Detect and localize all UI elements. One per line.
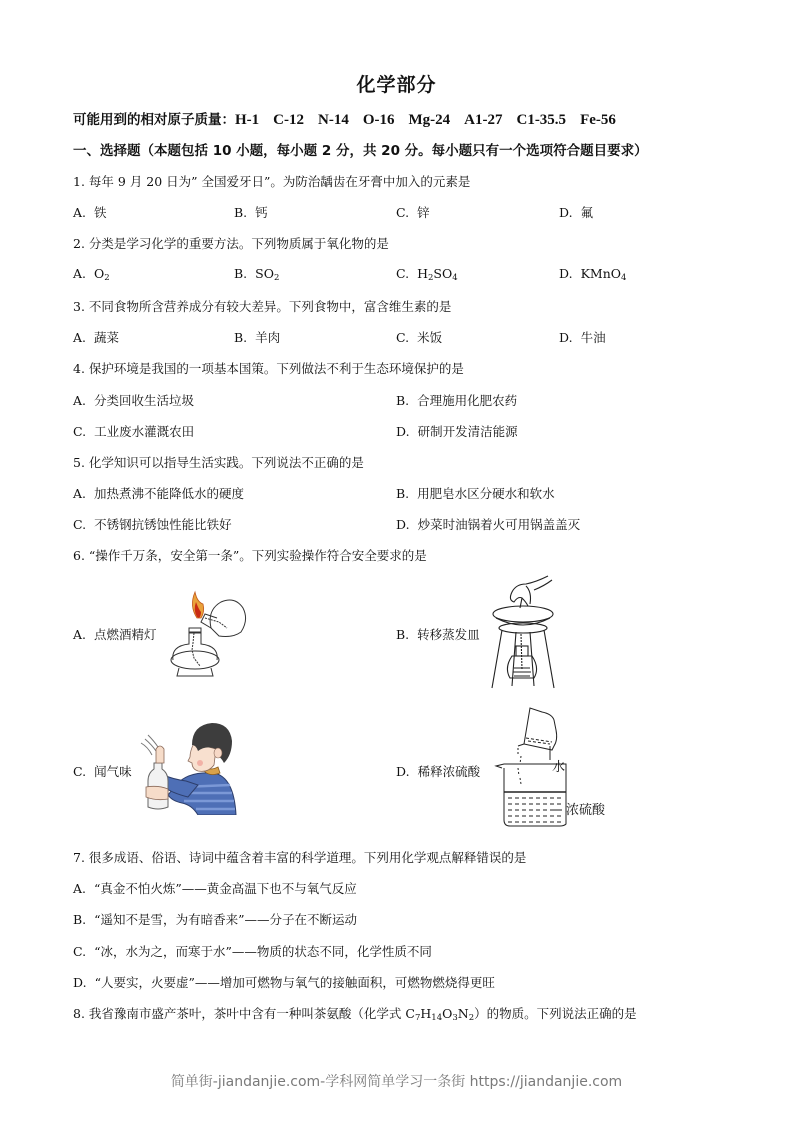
- question-3-option-d[interactable]: [559, 328, 606, 346]
- question-4-option-b[interactable]: [396, 391, 517, 409]
- question-number: 7.: [73, 850, 85, 865]
- option-label: B.: [73, 912, 87, 927]
- question-2-option-c[interactable]: [396, 266, 458, 283]
- option-text: 钙: [255, 205, 268, 220]
- option-label: C.: [396, 266, 410, 281]
- option-label: A.: [73, 393, 87, 408]
- option-label: D.: [73, 975, 87, 990]
- question-1-stem: [73, 172, 470, 190]
- option-text: 蔬菜: [94, 330, 120, 345]
- question-2-option-d[interactable]: [559, 266, 626, 283]
- option-label: C.: [73, 517, 87, 532]
- formula-subscript: 14: [431, 1013, 443, 1023]
- question-1-option-b[interactable]: [234, 203, 268, 221]
- water-label: 水: [552, 760, 566, 775]
- option-text: 用肥皂水区分硬水和软水: [417, 486, 555, 501]
- question-6-option-a[interactable]: [73, 625, 157, 643]
- option-label: C.: [73, 424, 87, 439]
- atomic-mass-item: Mg-24: [408, 112, 451, 128]
- alcohol-lamp-lighting-figure: [163, 588, 253, 683]
- formula-subscript: 3: [452, 1013, 458, 1023]
- formula-text: H: [420, 1006, 432, 1021]
- option-label: C.: [73, 944, 87, 959]
- question-number: 8.: [73, 1006, 85, 1021]
- question-text: 每年 9 月 20 日为” 全国爱牙日”。为防治龋齿在牙膏中加入的元素是: [88, 174, 471, 189]
- question-1-option-a[interactable]: [73, 203, 107, 221]
- atomic-mass-item: A1-27: [464, 112, 503, 128]
- option-text: 羊肉: [255, 330, 281, 345]
- question-4-stem: [73, 359, 464, 377]
- option-label: A.: [73, 486, 87, 501]
- option-label: D.: [559, 266, 573, 281]
- option-text: 研制开发清洁能源: [417, 424, 518, 439]
- question-5-stem: [73, 453, 364, 471]
- option-text: “人要实，火要虚”——增加可燃物与氧气的接触面积，可燃物燃烧得更旺: [94, 975, 495, 990]
- option-label: B.: [234, 205, 248, 220]
- question-3-option-a[interactable]: [73, 328, 119, 346]
- question-2-stem: [73, 234, 389, 252]
- concentrated-sulfuric-acid-label: 浓硫酸: [566, 803, 606, 818]
- atomic-mass-item: C1-35.5: [516, 112, 567, 128]
- formula-text: SO: [255, 266, 274, 281]
- option-text: 分类回收生活垃圾: [94, 393, 195, 408]
- option-text: 合理施用化肥农药: [417, 393, 518, 408]
- question-text: “操作千万条，安全第一条”。下列实验操作符合安全要求的是: [88, 548, 427, 563]
- question-number: 1.: [73, 174, 85, 189]
- option-label: D.: [559, 330, 573, 345]
- question-7-option-b[interactable]: [73, 910, 357, 928]
- formula-subscript: 4: [452, 273, 458, 283]
- option-label: C.: [73, 764, 87, 779]
- option-label: C.: [396, 330, 410, 345]
- question-7-stem: [73, 848, 526, 866]
- option-text: 点燃酒精灯: [94, 627, 157, 642]
- question-6-stem: [73, 546, 427, 564]
- question-text: 化学知识可以指导生活实践。下列说法不正确的是: [88, 455, 364, 470]
- option-label: B.: [396, 627, 410, 642]
- evaporating-dish-transfer-figure: [486, 574, 561, 692]
- question-3-stem: [73, 297, 451, 315]
- atomic-mass-item: N-14: [318, 112, 349, 128]
- question-6-option-c[interactable]: [73, 762, 132, 780]
- question-7-option-d[interactable]: [73, 973, 495, 991]
- option-text: 稀释浓硫酸: [417, 764, 481, 779]
- option-label: D.: [396, 517, 410, 532]
- question-4-option-d[interactable]: [396, 422, 518, 440]
- option-label: B.: [396, 393, 410, 408]
- option-label: B.: [396, 486, 410, 501]
- option-text: 米饭: [417, 330, 443, 345]
- question-number: 2.: [73, 236, 85, 251]
- option-label: B.: [234, 330, 248, 345]
- question-1-option-c[interactable]: [396, 203, 430, 221]
- atomic-mass-item: O-16: [362, 112, 395, 128]
- formula-subscript: 2: [428, 273, 434, 283]
- formula-subscript: 2: [273, 273, 280, 283]
- question-7-option-c[interactable]: [73, 942, 432, 960]
- question-number: 3.: [73, 299, 85, 314]
- atomic-masses-label: 可能用到的相对原子质量：: [73, 112, 235, 128]
- atomic-masses-line: [73, 108, 616, 129]
- atomic-mass-item: H-1: [235, 112, 260, 128]
- option-label: A.: [73, 881, 87, 896]
- question-text: 分类是学习化学的重要方法。下列物质属于氧化物的是: [88, 236, 389, 251]
- option-label: A.: [73, 266, 87, 281]
- question-4-option-c[interactable]: [73, 422, 194, 440]
- question-2-option-b[interactable]: [234, 266, 279, 283]
- question-3-option-c[interactable]: [396, 328, 442, 346]
- question-5-option-c[interactable]: [73, 515, 232, 533]
- formula-text: O: [94, 266, 105, 281]
- question-number: 5.: [73, 455, 85, 470]
- smelling-gas-figure: [138, 715, 238, 815]
- question-3-option-b[interactable]: [234, 328, 280, 346]
- question-text: 很多成语、俗语、诗词中蕴含着丰富的科学道理。下列用化学观点解释错误的是: [88, 850, 527, 865]
- option-text: 铁: [94, 205, 107, 220]
- option-text: “真金不怕火炼”——黄金高温下也不与氧气反应: [94, 881, 357, 896]
- option-text: “冰，水为之，而寒于水”——物质的状态不同，化学性质不同: [94, 944, 432, 959]
- question-text: 我省豫南市盛产茶叶，茶叶中含有一种叫茶氨酸（化学式 C: [88, 1006, 415, 1021]
- option-label: C.: [396, 205, 410, 220]
- option-text: 氟: [580, 205, 594, 220]
- option-text: 加热煮沸不能降低水的硬度: [94, 486, 245, 501]
- formula-text: H: [417, 266, 428, 281]
- atomic-mass-item: C-12: [273, 112, 304, 128]
- option-label: D.: [396, 424, 410, 439]
- question-number: 6.: [73, 548, 85, 563]
- option-label: D.: [559, 205, 573, 220]
- formula-text: KMnO: [580, 266, 621, 281]
- formula-subscript: 2: [104, 273, 110, 283]
- question-4-option-a[interactable]: [73, 391, 194, 409]
- option-label: A.: [73, 627, 87, 642]
- question-number: 4.: [73, 361, 85, 376]
- question-6-option-d[interactable]: [396, 762, 480, 780]
- formula-subscript: 2: [468, 1013, 475, 1023]
- page-title: 化学部分: [356, 74, 437, 96]
- question-text: 保护环境是我国的一项基本国策。下列做法不利于生态环境保护的是: [88, 361, 464, 376]
- option-label: D.: [396, 764, 410, 779]
- option-text: 不锈钢抗锈蚀性能比铁好: [94, 517, 232, 532]
- option-text: “遥知不是雪，为有暗香来”——分子在不断运动: [94, 912, 357, 927]
- section-heading: 一、选择题（本题包括 10 小题，每小题 2 分，共 20 分。每小题只有一个选项符合题目要求）: [73, 143, 648, 159]
- option-text: 牛油: [580, 330, 606, 345]
- question-5-option-a[interactable]: [73, 484, 244, 502]
- option-text: 锌: [417, 205, 430, 220]
- option-text: 转移蒸发皿: [417, 627, 480, 642]
- formula-text: SO: [433, 266, 453, 281]
- atomic-mass-item: Fe-56: [580, 112, 616, 128]
- question-1-option-d[interactable]: [559, 203, 593, 221]
- question-6-option-b[interactable]: [396, 625, 480, 643]
- question-5-option-b[interactable]: [396, 484, 555, 502]
- formula-text: N: [457, 1006, 469, 1021]
- question-7-option-a[interactable]: [73, 879, 357, 897]
- question-text: 不同食物所含营养成分有较大差异。下列食物中，富含维生素的是: [88, 299, 452, 314]
- question-8-stem: [73, 1004, 637, 1023]
- formula-text: O: [442, 1006, 453, 1021]
- formula-subscript: 7: [414, 1013, 421, 1023]
- question-text: ）的物质。下列说法正确的是: [474, 1006, 637, 1021]
- question-5-option-d[interactable]: [396, 515, 580, 533]
- option-label: B.: [234, 266, 248, 281]
- option-label: A.: [73, 330, 87, 345]
- question-2-option-a[interactable]: [73, 266, 110, 283]
- formula-subscript: 4: [621, 273, 627, 283]
- option-text: 炒菜时油锅着火可用锅盖盖灭: [417, 517, 581, 532]
- option-text: 闻气味: [94, 764, 132, 779]
- option-text: 工业废水灌溉农田: [94, 424, 195, 439]
- footer-watermark: 简单街-jiandanjie.com-学科网简单学习一条街 https://jiandanjie.com: [170, 1074, 623, 1090]
- dilute-sulfuric-acid-figure: [494, 706, 644, 828]
- option-label: A.: [73, 205, 87, 220]
